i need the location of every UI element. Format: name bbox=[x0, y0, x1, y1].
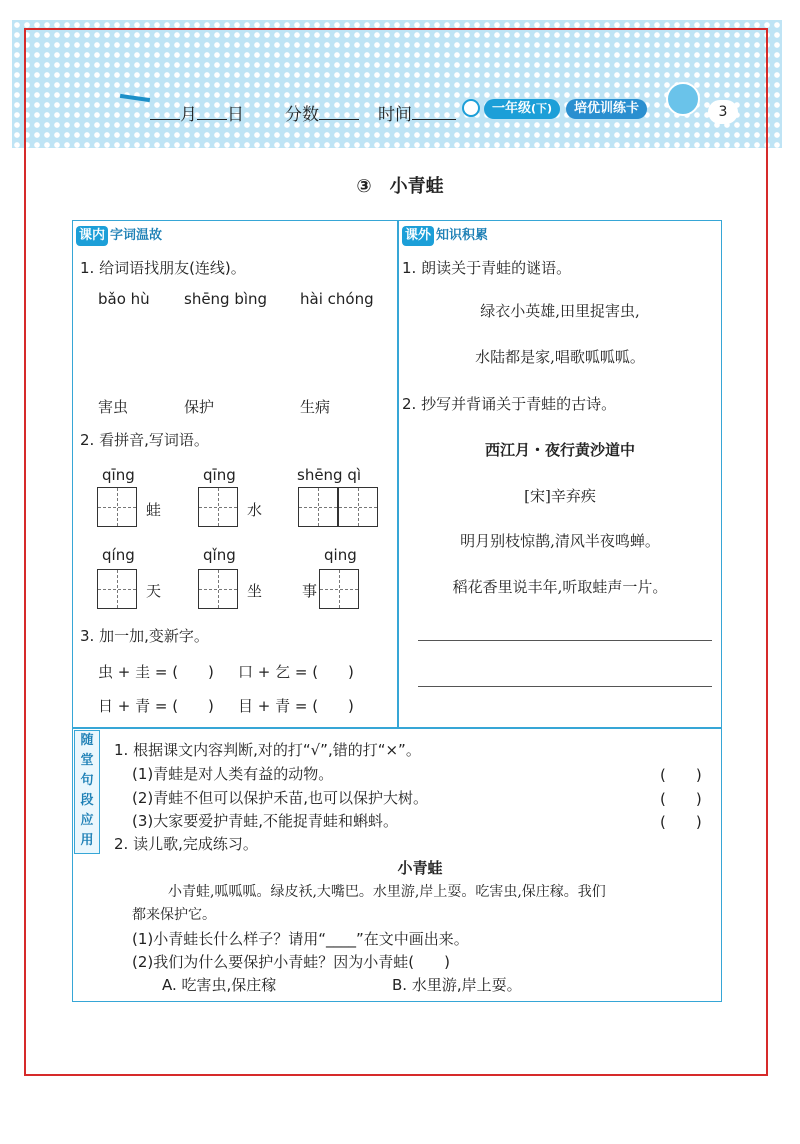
sub-question-2: (2)我们为什么要保护小青蛙？因为小青蛙( ) bbox=[132, 953, 450, 971]
option-a[interactable]: A. 吃害虫,保庄稼 bbox=[162, 976, 277, 994]
add-2[interactable]: 口 + 乞 = ( ) bbox=[238, 663, 354, 681]
py-r2-3: qing bbox=[324, 546, 357, 564]
py-r1-3: shēng qì bbox=[297, 466, 362, 484]
time-field: 时间 bbox=[378, 100, 456, 125]
writing-line[interactable] bbox=[418, 686, 712, 687]
py-r1-2: qīng bbox=[203, 466, 236, 484]
write-cell[interactable] bbox=[338, 487, 378, 527]
left-q2: 2. 看拼音,写词语。 bbox=[80, 431, 209, 449]
writing-line[interactable] bbox=[418, 640, 712, 641]
left-q1: 1. 给词语找朋友(连线)。 bbox=[80, 259, 246, 277]
left-panel-tag: 课内 字词温故 bbox=[76, 226, 162, 246]
char-r2-2: 坐 bbox=[247, 582, 263, 600]
answer-paren[interactable]: ( ) bbox=[660, 790, 702, 808]
poem-author: [宋]辛弃疾 bbox=[524, 487, 596, 505]
char-r2-3: 事 bbox=[302, 582, 318, 600]
page-number: 3 bbox=[708, 100, 738, 124]
write-cell[interactable] bbox=[198, 569, 238, 609]
judge-3: (3)大家要爱护青蛙,不能捉青蛙和蝌蚪。 bbox=[132, 812, 399, 830]
answer-paren[interactable]: ( ) bbox=[660, 766, 702, 784]
right-q1: 1. 朗读关于青蛙的谜语。 bbox=[402, 259, 572, 277]
judge-1: (1)青蛙是对人类有益的动物。 bbox=[132, 765, 334, 783]
char-r1-1: 蛙 bbox=[146, 501, 162, 519]
lesson-title: ③ 小青蛙 bbox=[356, 176, 444, 197]
word-1[interactable]: 害虫 bbox=[98, 398, 129, 416]
grade-badge: 一年级(下) bbox=[484, 99, 560, 119]
song-line-2: 都来保护它。 bbox=[132, 907, 216, 923]
bottom-q2: 2. 读儿歌,完成练习。 bbox=[114, 835, 258, 853]
brand-badge: 培优训练卡 bbox=[566, 99, 647, 119]
add-3[interactable]: 日 + 青 = ( ) bbox=[98, 697, 214, 715]
char-r2-1: 天 bbox=[146, 582, 162, 600]
write-cell[interactable] bbox=[97, 487, 137, 527]
word-2[interactable]: 保护 bbox=[184, 398, 215, 416]
option-b[interactable]: B. 水里游,岸上耍。 bbox=[392, 976, 522, 994]
pinyin-1: bǎo hù bbox=[98, 290, 150, 308]
judge-2: (2)青蛙不但可以保护禾苗,也可以保护大树。 bbox=[132, 789, 429, 807]
bottom-q1: 1. 根据课文内容判断,对的打“√”,错的打“×”。 bbox=[114, 741, 421, 759]
song-line-1: 小青蛙,呱呱呱。绿皮袄,大嘴巴。水里游,岸上耍。吃害虫,保庄稼。我们 bbox=[168, 884, 606, 900]
pinyin-2: shēng bìng bbox=[184, 290, 268, 308]
bottom-panel-tag: 随 堂 句 段 应 用 bbox=[74, 730, 100, 854]
py-r2-2: qǐng bbox=[203, 546, 236, 564]
write-cell[interactable] bbox=[198, 487, 238, 527]
right-panel bbox=[398, 220, 722, 728]
add-4[interactable]: 目 + 青 = ( ) bbox=[238, 697, 354, 715]
score-field: 分数 bbox=[285, 100, 359, 125]
answer-paren[interactable]: ( ) bbox=[660, 813, 702, 831]
write-cell[interactable] bbox=[298, 487, 338, 527]
add-1[interactable]: 虫 + 圭 = ( ) bbox=[98, 663, 214, 681]
date-field: 月 日 bbox=[150, 100, 244, 125]
riddle-line-2: 水陆都是家,唱歌呱呱呱。 bbox=[475, 348, 645, 366]
write-cell[interactable] bbox=[319, 569, 359, 609]
song-title: 小青蛙 bbox=[397, 859, 443, 877]
sub-question-1: (1)小青蛙长什么样子？请用“____”在文中画出来。 bbox=[132, 930, 469, 948]
left-q3: 3. 加一加,变新字。 bbox=[80, 627, 209, 645]
right-panel-tag: 课外 知识积累 bbox=[402, 226, 488, 246]
poem-line-2: 稻花香里说丰年,听取蛙声一片。 bbox=[452, 578, 668, 596]
py-r1-1: qīng bbox=[102, 466, 135, 484]
py-r2-1: qíng bbox=[102, 546, 135, 564]
write-cell[interactable] bbox=[97, 569, 137, 609]
right-q2: 2. 抄写并背诵关于青蛙的古诗。 bbox=[402, 395, 617, 413]
pinyin-3: hài chóng bbox=[300, 290, 374, 308]
riddle-line-1: 绿衣小英雄,田里捉害虫, bbox=[480, 302, 640, 320]
poem-title: 西江月・夜行黄沙道中 bbox=[484, 441, 635, 459]
char-r1-2: 水 bbox=[247, 501, 263, 519]
poem-line-1: 明月别枝惊鹊,清风半夜鸣蝉。 bbox=[460, 532, 660, 550]
word-3[interactable]: 生病 bbox=[300, 398, 331, 416]
